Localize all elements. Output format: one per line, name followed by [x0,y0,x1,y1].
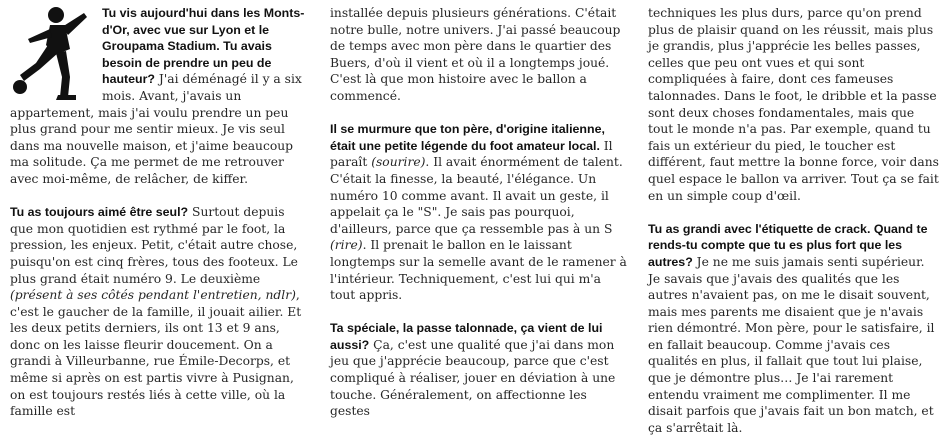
answer-4-continued: techniques les plus durs, parce qu'on prend plus de plaisir quand on les réussit, mais plus je grandis, plus j'apprécie les belles passes, celles que peu ont vues et qui sont compliquées à faire, dont ces fameuses talonnades. Dans le foot, le dribble et la passe sont deux choses fondamentales, mais que tout le monde n'a pas. Par exemple, quand tu fais un extérieur du pied, le toucher est différent, faut mettre la bonne force, voir dans quel espace le ballon va arriver. Tout ça se fait en un simple coup d'œil. [648,6,939,203]
answer-2-aside: (présent à ses côtés pendant l'entretien, ndlr) [10,288,296,303]
text-column-1 [10,5,308,417]
answer-2-part-1: Surtout depuis que mon quotidien est rythmé par le foot, la pression, les enjeux. Petit, c'était autre chose, puisqu'on est cinq frères, tous des footeux. Le plus grand était numéro 9. Le deuxième [10,205,298,286]
question-2: Tu as toujours aimé être seul? [10,205,189,220]
answer-1: J'ai déménagé il y a six mois. Avant, j'avais un appartement, mais j'ai voulu prendre un peu plus grand pour me sentir mieux. Je vis seul dans ma nouvelle maison, et j'aime beaucoup ma solitude. Ça me permet de me retrouver avec moi-même, de relâcher, de kiffer. [10,72,302,186]
answer-5: Je ne me suis jamais senti supérieur. Je savais que j'avais des qualités que les autres n'avaient pas, on me le disait souvent, mais mes parents me disaient que je n'avais rien démontré. Mon père, pour le satisfaire, il en fallait beaucoup. Comme j'avais ces qualités en plus, il fallait que tout lui plaise, que je démontre plus… Je l'ai rarement entendu vraiment me complimenter. Il me disait parfois que j'avais fait un bon match, et ça s'arrêtait là. [648,254,935,435]
answer-2-continued: installée depuis plusieurs générations. C'était notre bulle, notre univers. J'ai passé beaucoup de temps avec mon père dans le quartier des Buers, d'où il vient et où il a longtemps joué. C'est là que mon histoire avec le ballon a commencé. [330,6,621,103]
footballer-silhouette-icon [10,5,94,101]
answer-2-part-2: , c'est le gaucher de la famille, il jouait ailier. Et les deux petits derniers, ils ont 13 et 9 ans, donc on les laisse fleurir doucement. On a grandi à Villeurbanne, rue Émile-Decorps, et même si après on est partis vivre à Pusignan, on est toujours restés liés à cette ville, où la famille est [10,288,302,419]
question-3: Il se murmure que ton père, d'origine italienne, était une petite légende du foot amateur local. [330,122,605,153]
answer-3-aside-2: (rire) [330,238,363,253]
answer-3-aside-1: (sourire) [371,155,426,170]
answer-3-part-2: . Il avait énormément de talent. C'était la finesse, la beauté, l'élégance. Un numéro 10 comme avant. Il avait un geste, il appelait ça le "S". Je sais pas pourquoi, d'ailleurs, parce que ça ressemble pas à un S [330,155,623,236]
text-column-2 [330,5,628,417]
question-4: Ta spéciale, la passe talonnade, ça vient de lui aussi? [330,321,603,352]
answer-3-part-1: Il paraît [330,138,613,170]
text-column-3 [648,5,940,435]
answer-4: Ça, c'est une qualité que j'ai dans mon jeu que j'apprécie beaucoup, parce que c'est compliqué à réaliser, jouer en déviation à une touche. Généralement, on affectionne les gestes [330,337,616,419]
question-1: Tu vis aujourd'hui dans les Monts-d'Or, avec vue sur Lyon et le Groupama Stadium. Tu avais besoin de prendre un peu de hauteur? [102,6,305,87]
question-5: Tu as grandi avec l'étiquette de crack. Quand te rends-tu compte que tu es plus fort que les autres? [648,221,928,269]
answer-3-part-3: . Il prenait le ballon en le laissant longtemps sur la semelle avant de le ramener à l'intérieur. Techniquement, c'est lui qui m'a tout appris. [330,238,627,303]
